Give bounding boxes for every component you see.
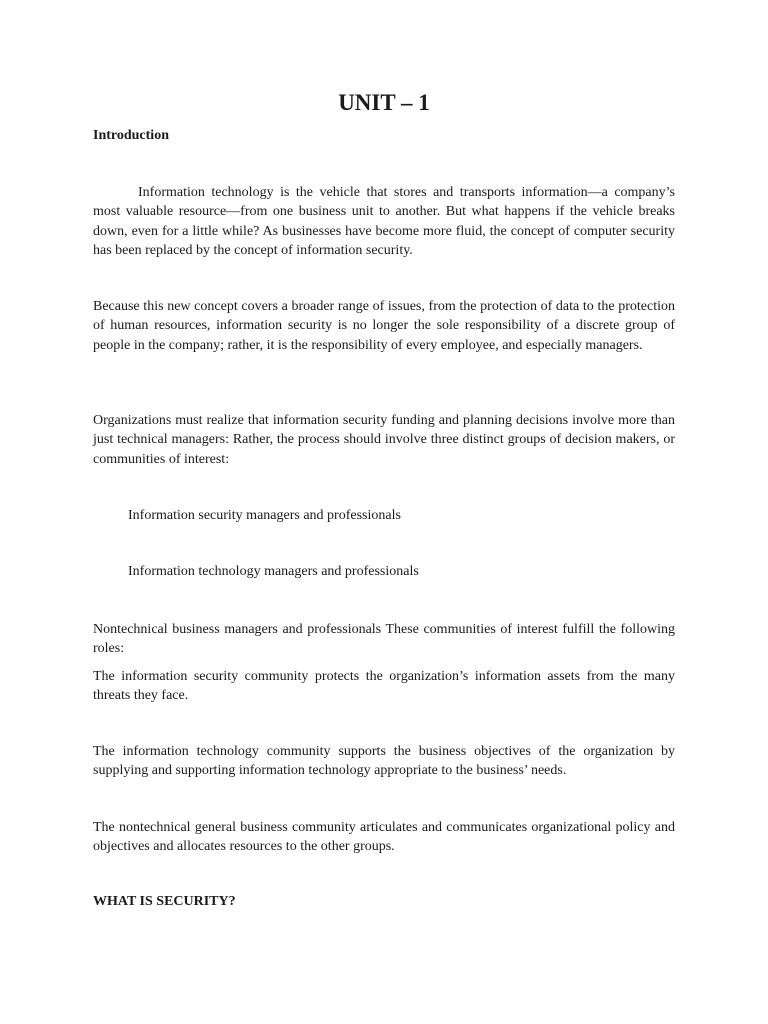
list-item-it-managers: Information technology managers and professionals [128,564,419,579]
paragraph-communities-of-interest: Organizations must realize that information security funding and planning decisions involve more than just technical managers: Rather, the process should involve three distinct groups of decision makers, or communities of interest: [93,413,675,467]
what-is-security-heading: WHAT IS SECURITY? [93,894,236,909]
paragraph-information-technology: Information technology is the vehicle that stores and transports information—a company’s most valuable resource—from one business unit to another. But what happens if the vehicle breaks down, even for a little while? As businesses have become more fluid, the concept of computer security has been replaced by the concept of information security. [93,185,675,258]
paragraph-security-community: The information security community protects the organization’s information assets from the many threats they face. [93,669,675,704]
paragraph-business-community: The nontechnical general business community articulates and communicates organizational policy and objectives and allocates resources to the other groups. [93,820,675,855]
page-title: UNIT – 1 [338,90,430,115]
paragraph-nontechnical-managers: Nontechnical business managers and professionals These communities of interest fulfill the following roles: [93,622,675,657]
paragraph-it-community: The information technology community supports the business objectives of the organization by supplying and supporting information technology appropriate to the business’ needs. [93,744,675,779]
introduction-heading: Introduction [93,128,169,143]
paragraph-broader-concept: Because this new concept covers a broader range of issues, from the protection of data to the protection of human resources, information security is no longer the sole responsibility of a discrete group of people in the company; rather, it is the responsibility of every employee, and especially managers. [93,299,675,353]
list-item-security-managers: Information security managers and professionals [128,508,401,523]
